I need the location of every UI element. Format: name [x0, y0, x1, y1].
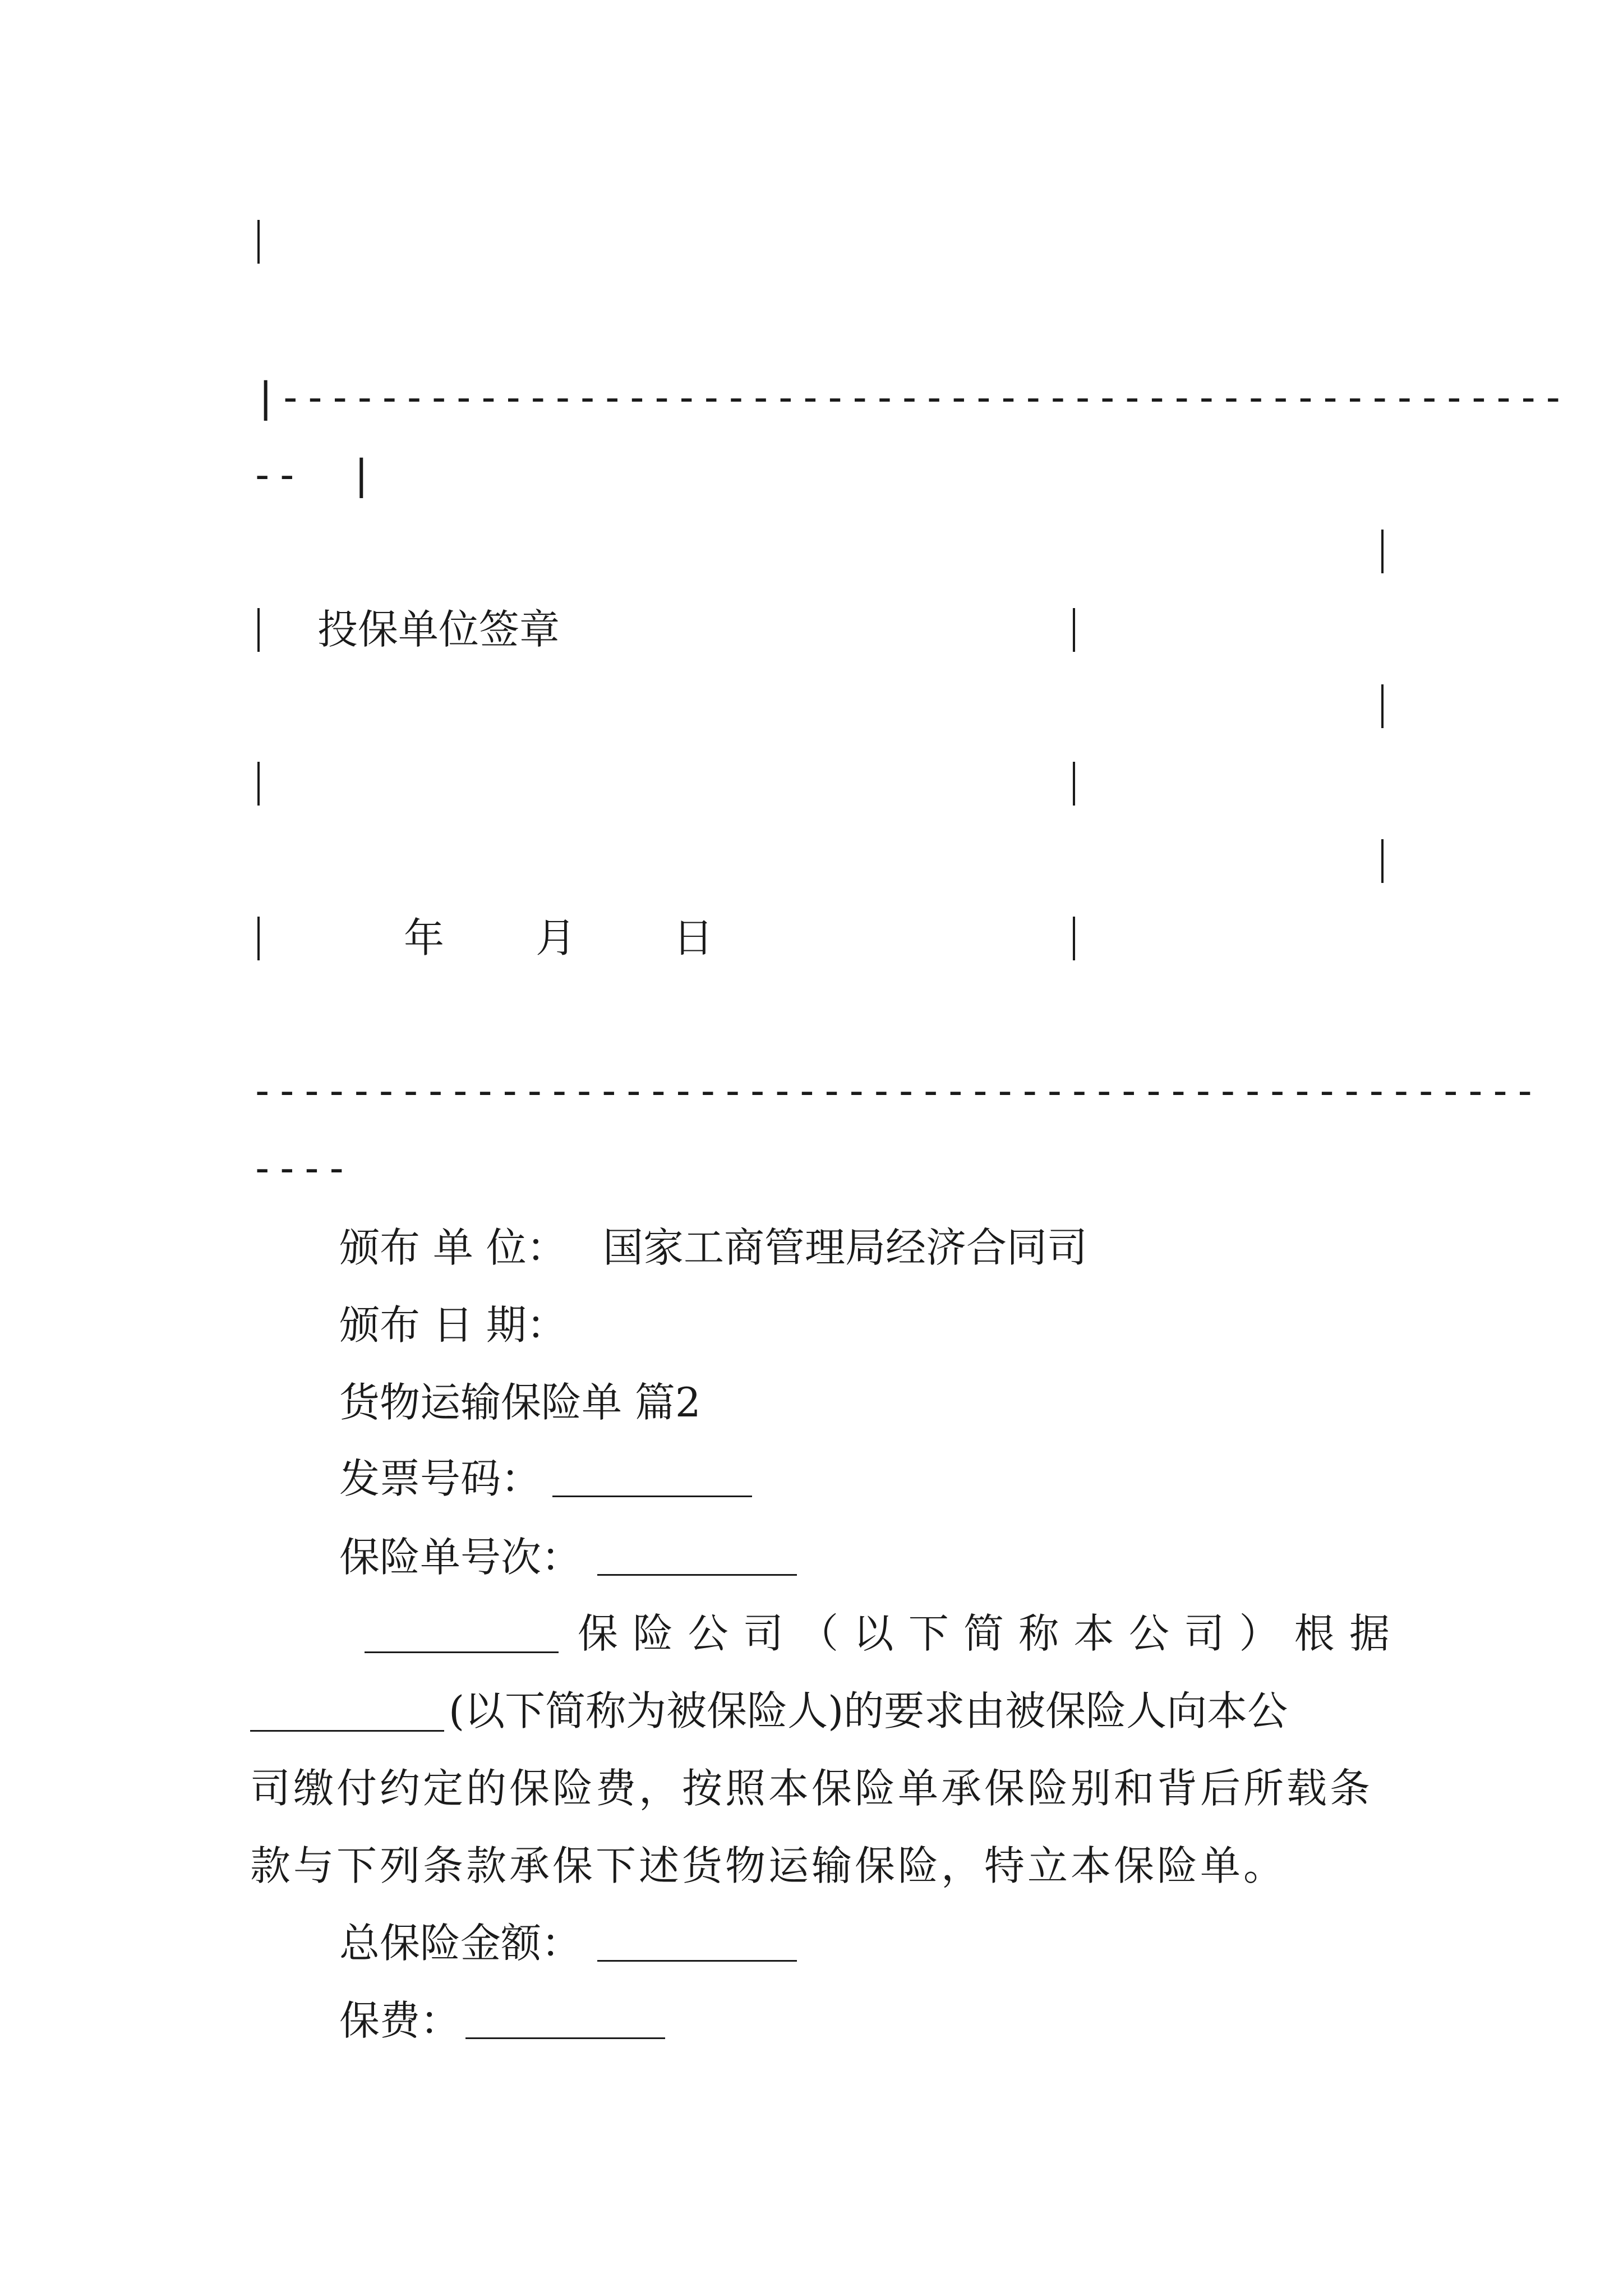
box-divider-bottom-line1: ---------------------------------------------------- — [250, 1067, 1538, 1114]
box-border-inner — [1073, 762, 1075, 806]
para-char: 简 — [963, 1610, 1004, 1657]
issuer-unit-value: 国家工商管理局经济合同司 — [603, 1224, 1088, 1271]
invoice-number-blank — [552, 1496, 752, 1497]
total-amount-label: 总保险金额： — [339, 1920, 582, 1967]
section-title: 货物运输保险单 篇2 — [339, 1379, 701, 1426]
insurer-name-blank — [365, 1651, 559, 1653]
box-border-left — [257, 220, 260, 264]
box-border-left — [257, 917, 260, 960]
policy-number-label: 保险单号次： — [339, 1534, 582, 1581]
box-divider-bottom-line2: ---- — [250, 1144, 349, 1191]
total-amount-blank — [597, 1960, 797, 1962]
box-divider-top-line2: -- | — [250, 451, 374, 498]
para-char: 公 — [1128, 1610, 1169, 1657]
box-border-inner — [1073, 608, 1075, 652]
paragraph-line-1 — [578, 1610, 1390, 1657]
date-year-label: 年 — [404, 914, 445, 961]
box-border-left — [257, 762, 260, 806]
date-day-label: 日 — [673, 914, 714, 961]
date-month-label: 月 — [536, 914, 577, 961]
para-char: 以 — [853, 1610, 894, 1657]
para-char: 据 — [1349, 1610, 1390, 1657]
box-border-right — [1381, 684, 1384, 728]
para-char: （ — [798, 1610, 839, 1657]
premium-label: 保费： — [339, 1997, 461, 2044]
box-border-inner — [1073, 917, 1075, 960]
policy-number-blank — [597, 1574, 797, 1576]
box-border-right — [1381, 530, 1384, 573]
paragraph-line-3: 司缴付约定的保险费，按照本保险单承保险别和背后所载条 — [250, 1765, 1373, 1812]
para-char: 司 — [1184, 1610, 1225, 1657]
paragraph-line-2: (以下简称为被保险人)的要求由被保险人向本公 — [449, 1687, 1288, 1734]
para-char: 称 — [1018, 1610, 1059, 1657]
issuer-unit-label: 颁布 单 位： — [339, 1224, 567, 1271]
insured-name-blank — [250, 1730, 444, 1732]
invoice-number-label: 发票号码： — [339, 1455, 542, 1502]
issuer-date-label: 颁布 日 期： — [339, 1301, 567, 1349]
premium-blank — [465, 2037, 665, 2039]
para-char: ） — [1239, 1610, 1280, 1657]
para-char: 根 — [1294, 1610, 1335, 1657]
box-divider-top-line1: |---------------------------------------------------- — [253, 374, 1566, 421]
box-border-left — [257, 608, 260, 652]
paragraph-line-4: 款与下列条款承保下述货物运输保险，特立本保险单。 — [250, 1842, 1287, 1889]
para-char: 险 — [633, 1610, 674, 1657]
para-char: 司 — [743, 1610, 783, 1657]
para-char: 下 — [908, 1610, 949, 1657]
para-char: 本 — [1073, 1610, 1114, 1657]
para-char: 保 — [578, 1610, 619, 1657]
para-char: 公 — [688, 1610, 728, 1657]
applicant-seal-label: 投保单位签章 — [317, 606, 560, 653]
box-border-right — [1381, 839, 1384, 883]
